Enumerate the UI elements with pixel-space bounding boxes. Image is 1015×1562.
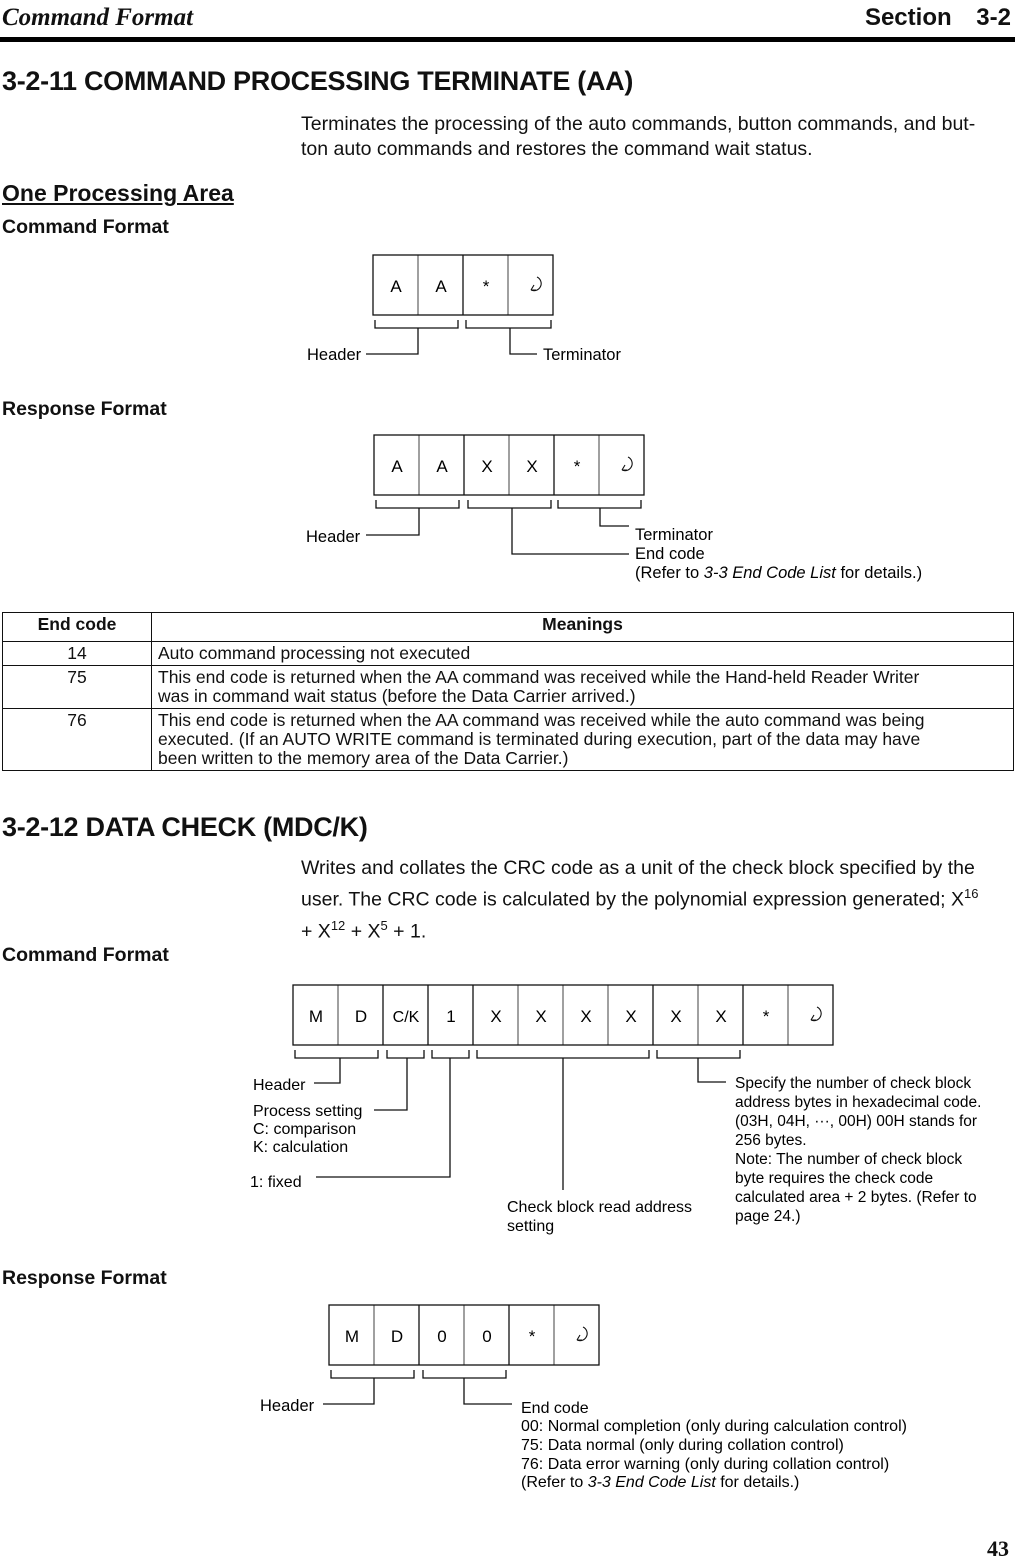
column-header-meanings: Meanings — [152, 613, 1014, 642]
mdc-response-diagram — [0, 1300, 1015, 1500]
meaning-line: been written to the memory area of the Data Carrier.) — [158, 748, 569, 768]
response-format-label: Response Format — [2, 1267, 167, 1289]
specify-note: Note: The number of check block — [735, 1151, 963, 1168]
end-code-cell: 14 — [3, 642, 152, 666]
end-code-label: End code — [635, 545, 705, 563]
terminator-label: Terminator — [635, 526, 713, 544]
terminator-label: Terminator — [543, 346, 621, 364]
cell-char: A — [436, 457, 448, 476]
aa-response-diagram — [0, 430, 1015, 590]
cell-char: X — [580, 1007, 592, 1026]
specify-note: (03H, 04H, ···, 00H) 00H stands for — [735, 1113, 978, 1130]
header-label: Header — [253, 1077, 306, 1094]
section-title-mdc: 3-2-12 DATA CHECK (MDC/K) — [2, 812, 368, 842]
specify-note: page 24.) — [735, 1208, 801, 1225]
meaning-cell — [152, 642, 1014, 666]
meaning-line: was in command wait status (before the Data Carrier arrived.) — [158, 686, 636, 706]
cell-char: A — [435, 277, 447, 296]
cell-char: 0 — [482, 1327, 492, 1346]
cell-char: X — [526, 457, 538, 476]
cell-char: X — [490, 1007, 502, 1026]
cell-char: D — [354, 1007, 368, 1026]
meaning-cell — [152, 666, 1014, 709]
end-code-label: End code — [521, 1400, 589, 1417]
meaning-line: This end code is returned when the AA command was received while the Hand-held Reader Writer — [158, 667, 920, 687]
cell-char: X — [481, 457, 493, 476]
end-code-cell: 76 — [3, 709, 152, 771]
header-label: Header — [307, 346, 362, 364]
cell-char: A — [390, 277, 402, 296]
mdc-command-diagram — [0, 980, 1015, 1250]
header-rule — [0, 37, 1015, 42]
process-setting-label: C: comparison — [253, 1121, 357, 1138]
cell-char: * — [482, 277, 490, 296]
meaning-line: Auto command processing not executed — [158, 643, 471, 663]
check-block-label: setting — [507, 1218, 555, 1235]
desc-line: user. The CRC code is calculated by the polynomial expression generated; $X^{16}$ — [301, 886, 979, 911]
meaning-line: executed. (If an AUTO WRITE command is terminated during execution, part of the data may have — [158, 729, 921, 749]
running-header-title: Command Format — [2, 4, 194, 31]
section-title-aa: 3-2-11 COMMAND PROCESSING TERMINATE (AA) — [2, 66, 634, 96]
cell-char: A — [391, 457, 403, 476]
meaning-line: This end code is returned when the AA command was received while the auto command was being — [158, 710, 925, 730]
cell-char: * — [573, 457, 581, 476]
desc-line: ton auto commands and restores the command wait status. — [301, 138, 813, 160]
table-header-row — [3, 613, 1014, 642]
cell-char: C/K — [392, 1009, 420, 1026]
check-block-label: Check block read address — [507, 1199, 692, 1216]
cell-char: X — [625, 1007, 637, 1026]
end-code-reference: (Refer to 3-3 End Code List for details.) — [635, 564, 923, 582]
end-code-detail: 00: Normal completion (only during calculation control) — [521, 1418, 907, 1435]
command-format-label: Command Format — [2, 216, 169, 238]
header-label: Header — [306, 528, 361, 546]
specify-note: calculated area + 2 bytes. (Refer to — [735, 1189, 977, 1206]
aa-command-diagram — [0, 250, 1015, 370]
cell-char: X — [715, 1007, 727, 1026]
end-code-table — [2, 612, 1014, 771]
cell-char: 1 — [446, 1007, 456, 1026]
end-code-detail: 75: Data normal (only during collation control) — [521, 1437, 844, 1454]
section-description-aa — [301, 112, 1014, 162]
cell-char: M — [344, 1327, 360, 1346]
cell-char: D — [390, 1327, 404, 1346]
table-row — [3, 666, 1014, 709]
header-label: Header — [260, 1397, 315, 1415]
end-code-reference: (Refer to 3-3 End Code List for details.) — [521, 1474, 800, 1491]
cell-char: * — [528, 1327, 536, 1346]
section-description-mdc — [301, 856, 1014, 944]
command-format-label: Command Format — [2, 944, 169, 966]
cell-char: 0 — [437, 1327, 447, 1346]
desc-line: Terminates the processing of the auto commands, button commands, and but- — [301, 113, 976, 135]
meaning-cell — [152, 709, 1014, 771]
end-code-cell: 75 — [3, 666, 152, 709]
area-heading: One Processing Area — [2, 180, 234, 206]
cell-char: X — [535, 1007, 547, 1026]
process-setting-label: Process setting — [253, 1103, 363, 1120]
table-row — [3, 642, 1014, 666]
page-number: 43 — [987, 1536, 1009, 1561]
column-header-end-code: End code — [3, 613, 152, 642]
end-code-detail: 76: Data error warning (only during collation control) — [521, 1456, 890, 1473]
desc-line: + $X^{12} + X^5 + 1$. — [301, 917, 427, 942]
running-header-section: Section 3-2 — [864, 4, 1011, 31]
specify-note: byte requires the check code — [735, 1170, 934, 1187]
table-row — [3, 709, 1014, 771]
fixed-label: 1: fixed — [250, 1174, 302, 1191]
process-setting-label: K: calculation — [253, 1139, 349, 1156]
specify-note: Specify the number of check block — [735, 1075, 972, 1092]
cell-char: M — [308, 1007, 324, 1026]
desc-line: Writes and collates the CRC code as a unit of the check block specified by the — [301, 857, 975, 879]
cell-char: * — [762, 1007, 770, 1026]
specify-note: address bytes in hexadecimal code. — [735, 1094, 982, 1111]
response-format-label: Response Format — [2, 398, 167, 420]
specify-note: 256 bytes. — [735, 1132, 807, 1149]
cell-char: X — [670, 1007, 682, 1026]
